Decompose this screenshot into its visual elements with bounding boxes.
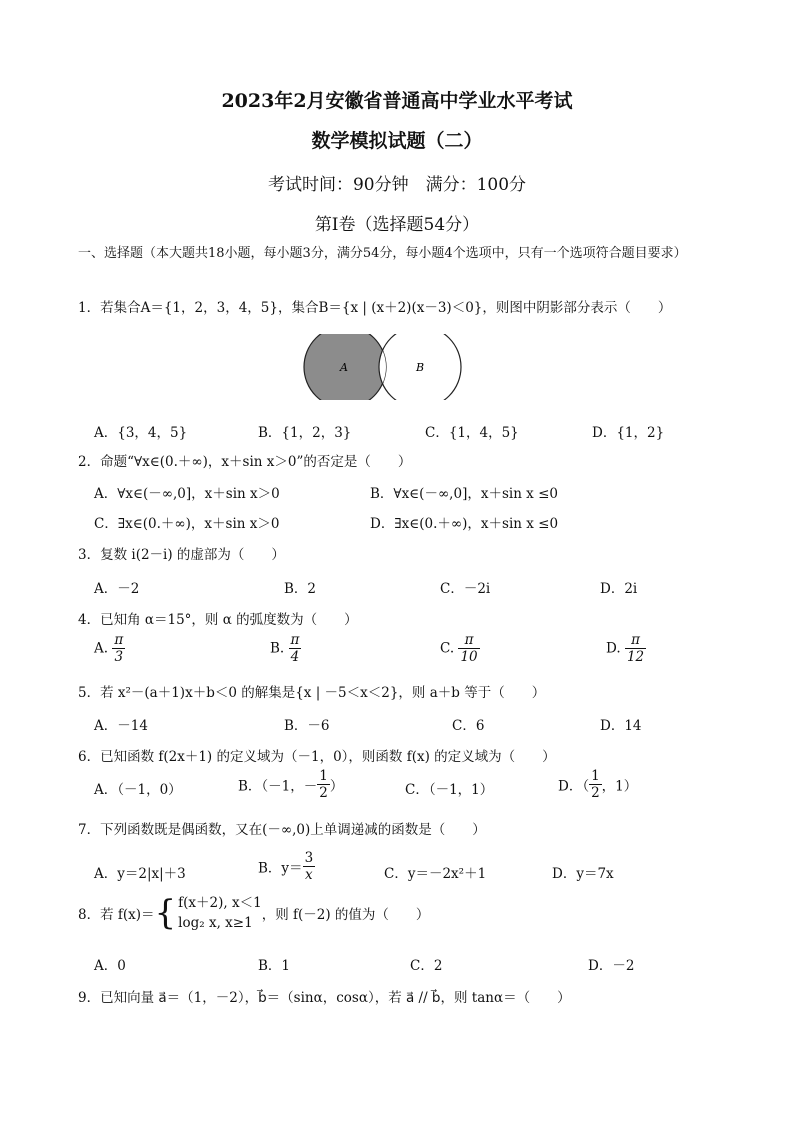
question-8-option-b: B．1 (258, 958, 291, 974)
question-7-option-b (258, 850, 315, 883)
question-5-option-a: A．－14 (94, 718, 148, 734)
fraction-denominator: 3 (114, 649, 124, 665)
question-4-option-c (440, 632, 480, 665)
question-4-option-d (606, 632, 646, 665)
question-7-option-a: A．y＝2|x|＋3 (94, 866, 186, 882)
fraction-numerator: 3 (304, 850, 314, 866)
question-2-option-c: C．∃x∈(0.＋∞)，x＋sin x＞0 (94, 516, 280, 532)
fraction-numerator: 1 (591, 768, 600, 784)
question-8-suffix: ，则 f(－2) 的值为（ ） (261, 907, 430, 923)
venn-label-b: B (416, 361, 425, 374)
question-9-stem: 9．已知向量 a⃗＝（1，－2），b⃗＝（sinα，cosα），若 a⃗ // b⃗，则 tanα＝（ ） (78, 990, 571, 1006)
question-1-option-a: A．{3，4，5} (94, 425, 188, 441)
question-6-option-d (558, 768, 637, 801)
exam-subtitle: 数学模拟试题（二） (311, 130, 483, 152)
question-6-stem: 6．已知函数 f(2x＋1) 的定义域为（－1，0），则函数 f(x) 的定义域为（ ） (78, 749, 556, 765)
question-3-option-c: C．－2i (440, 581, 491, 597)
fraction-denominator: 10 (460, 649, 478, 665)
section-intro: 一、选择题（本大题共18小题，每小题3分，满分54分，每小题4个选项中，只有一个选项符合题目要求） (78, 246, 687, 261)
question-1-stem: 1．若集合A＝{1，2，3，4，5}，集合B＝{x | (x＋2)(x－3)＜0}，则图中阴影部分表示（ ） (78, 300, 672, 316)
question-5-stem: 5．若 x²－(a＋1)x＋b＜0 的解集是{x | －5＜x＜2}，则 a＋b 等于（ ） (78, 685, 546, 701)
question-2-option-b: B．∀x∈(－∞,0]，x＋sin x ≤0 (370, 486, 558, 502)
option-letter: D. (606, 640, 621, 657)
question-8-option-d: D．－2 (588, 958, 635, 974)
option-letter: A. (94, 640, 109, 657)
question-1-option-b: B．{1，2，3} (258, 425, 352, 441)
question-7-stem: 7．下列函数既是偶函数，又在(－∞,0)上单调递减的函数是（ ） (78, 822, 486, 838)
option-d-prefix: D．（ (558, 778, 590, 795)
question-5-option-d: D．14 (600, 718, 642, 734)
exam-info: 考试时间：90分钟 满分：100分 (267, 175, 527, 195)
question-6-option-b (238, 768, 343, 801)
question-2-option-a: A．∀x∈(－∞,0]，x＋sin x＞0 (94, 486, 280, 502)
left-brace-glyph: { (154, 893, 177, 933)
fraction-numerator: π (290, 632, 300, 648)
option-b-suffix: ） (329, 778, 344, 795)
question-3-option-a: A．－2 (94, 581, 140, 597)
question-1-option-c: C．{1，4，5} (425, 425, 519, 441)
question-4-stem: 4．已知角 α＝15°，则 α 的弧度数为（ ） (78, 612, 358, 628)
option-b-prefix: B．（－1，－ (238, 778, 318, 795)
question-8-prefix: 8．若 f(x)＝ (78, 907, 155, 923)
option-letter: B. (270, 640, 285, 657)
question-2-stem: 2．命题“∀x∈(0.＋∞)，x＋sin x＞0”的否定是（ ） (78, 454, 412, 470)
section-heading: 第Ⅰ卷（选择题54分） (314, 215, 480, 235)
question-7-option-d: D．y＝7x (552, 866, 614, 882)
fraction-denominator: x (305, 867, 313, 883)
fraction-denominator: 2 (591, 785, 600, 801)
venn-label-a: A (340, 361, 348, 374)
fraction-denominator: 12 (626, 649, 645, 665)
fraction-numerator: π (625, 632, 646, 649)
question-3-option-b: B．2 (284, 581, 317, 597)
question-3-option-d: D．2i (600, 581, 638, 597)
question-6-option-c: C．（－1，1） (405, 782, 494, 798)
option-letter: C. (440, 640, 455, 657)
fraction-numerator: π (114, 632, 124, 648)
question-7-option-c: C．y＝－2x²＋1 (384, 866, 487, 882)
fraction-denominator: 4 (290, 649, 300, 665)
question-5-option-b: B．－6 (284, 718, 330, 734)
piecewise-case-2: log₂ x, x≥1 (178, 915, 253, 931)
question-8-stem (78, 893, 429, 933)
question-4-option-a (94, 632, 125, 665)
piecewise-case-1: f(x＋2), x＜1 (178, 895, 262, 911)
question-8-option-a: A．0 (94, 958, 126, 974)
question-4-option-b (270, 632, 301, 665)
exam-title: 2023年2月安徽省普通高中学业水平考试 (221, 90, 573, 112)
question-1-option-d: D．{1，2} (592, 425, 665, 441)
fraction-numerator: 1 (319, 768, 328, 784)
question-5-option-c: C．6 (452, 718, 485, 734)
question-6-option-a: A．（－1，0） (94, 782, 182, 798)
question-2-option-d: D．∃x∈(0.＋∞)，x＋sin x ≤0 (370, 516, 559, 532)
question-8-option-c: C．2 (410, 958, 443, 974)
question-3-stem: 3．复数 i(2－i) 的虚部为（ ） (78, 547, 285, 563)
venn-diagram (300, 334, 465, 400)
fraction-denominator: 2 (319, 785, 328, 801)
option-d-suffix: ，1） (601, 778, 638, 795)
fraction-numerator: π (458, 632, 479, 649)
option-b-prefix: B．y＝ (258, 860, 303, 877)
